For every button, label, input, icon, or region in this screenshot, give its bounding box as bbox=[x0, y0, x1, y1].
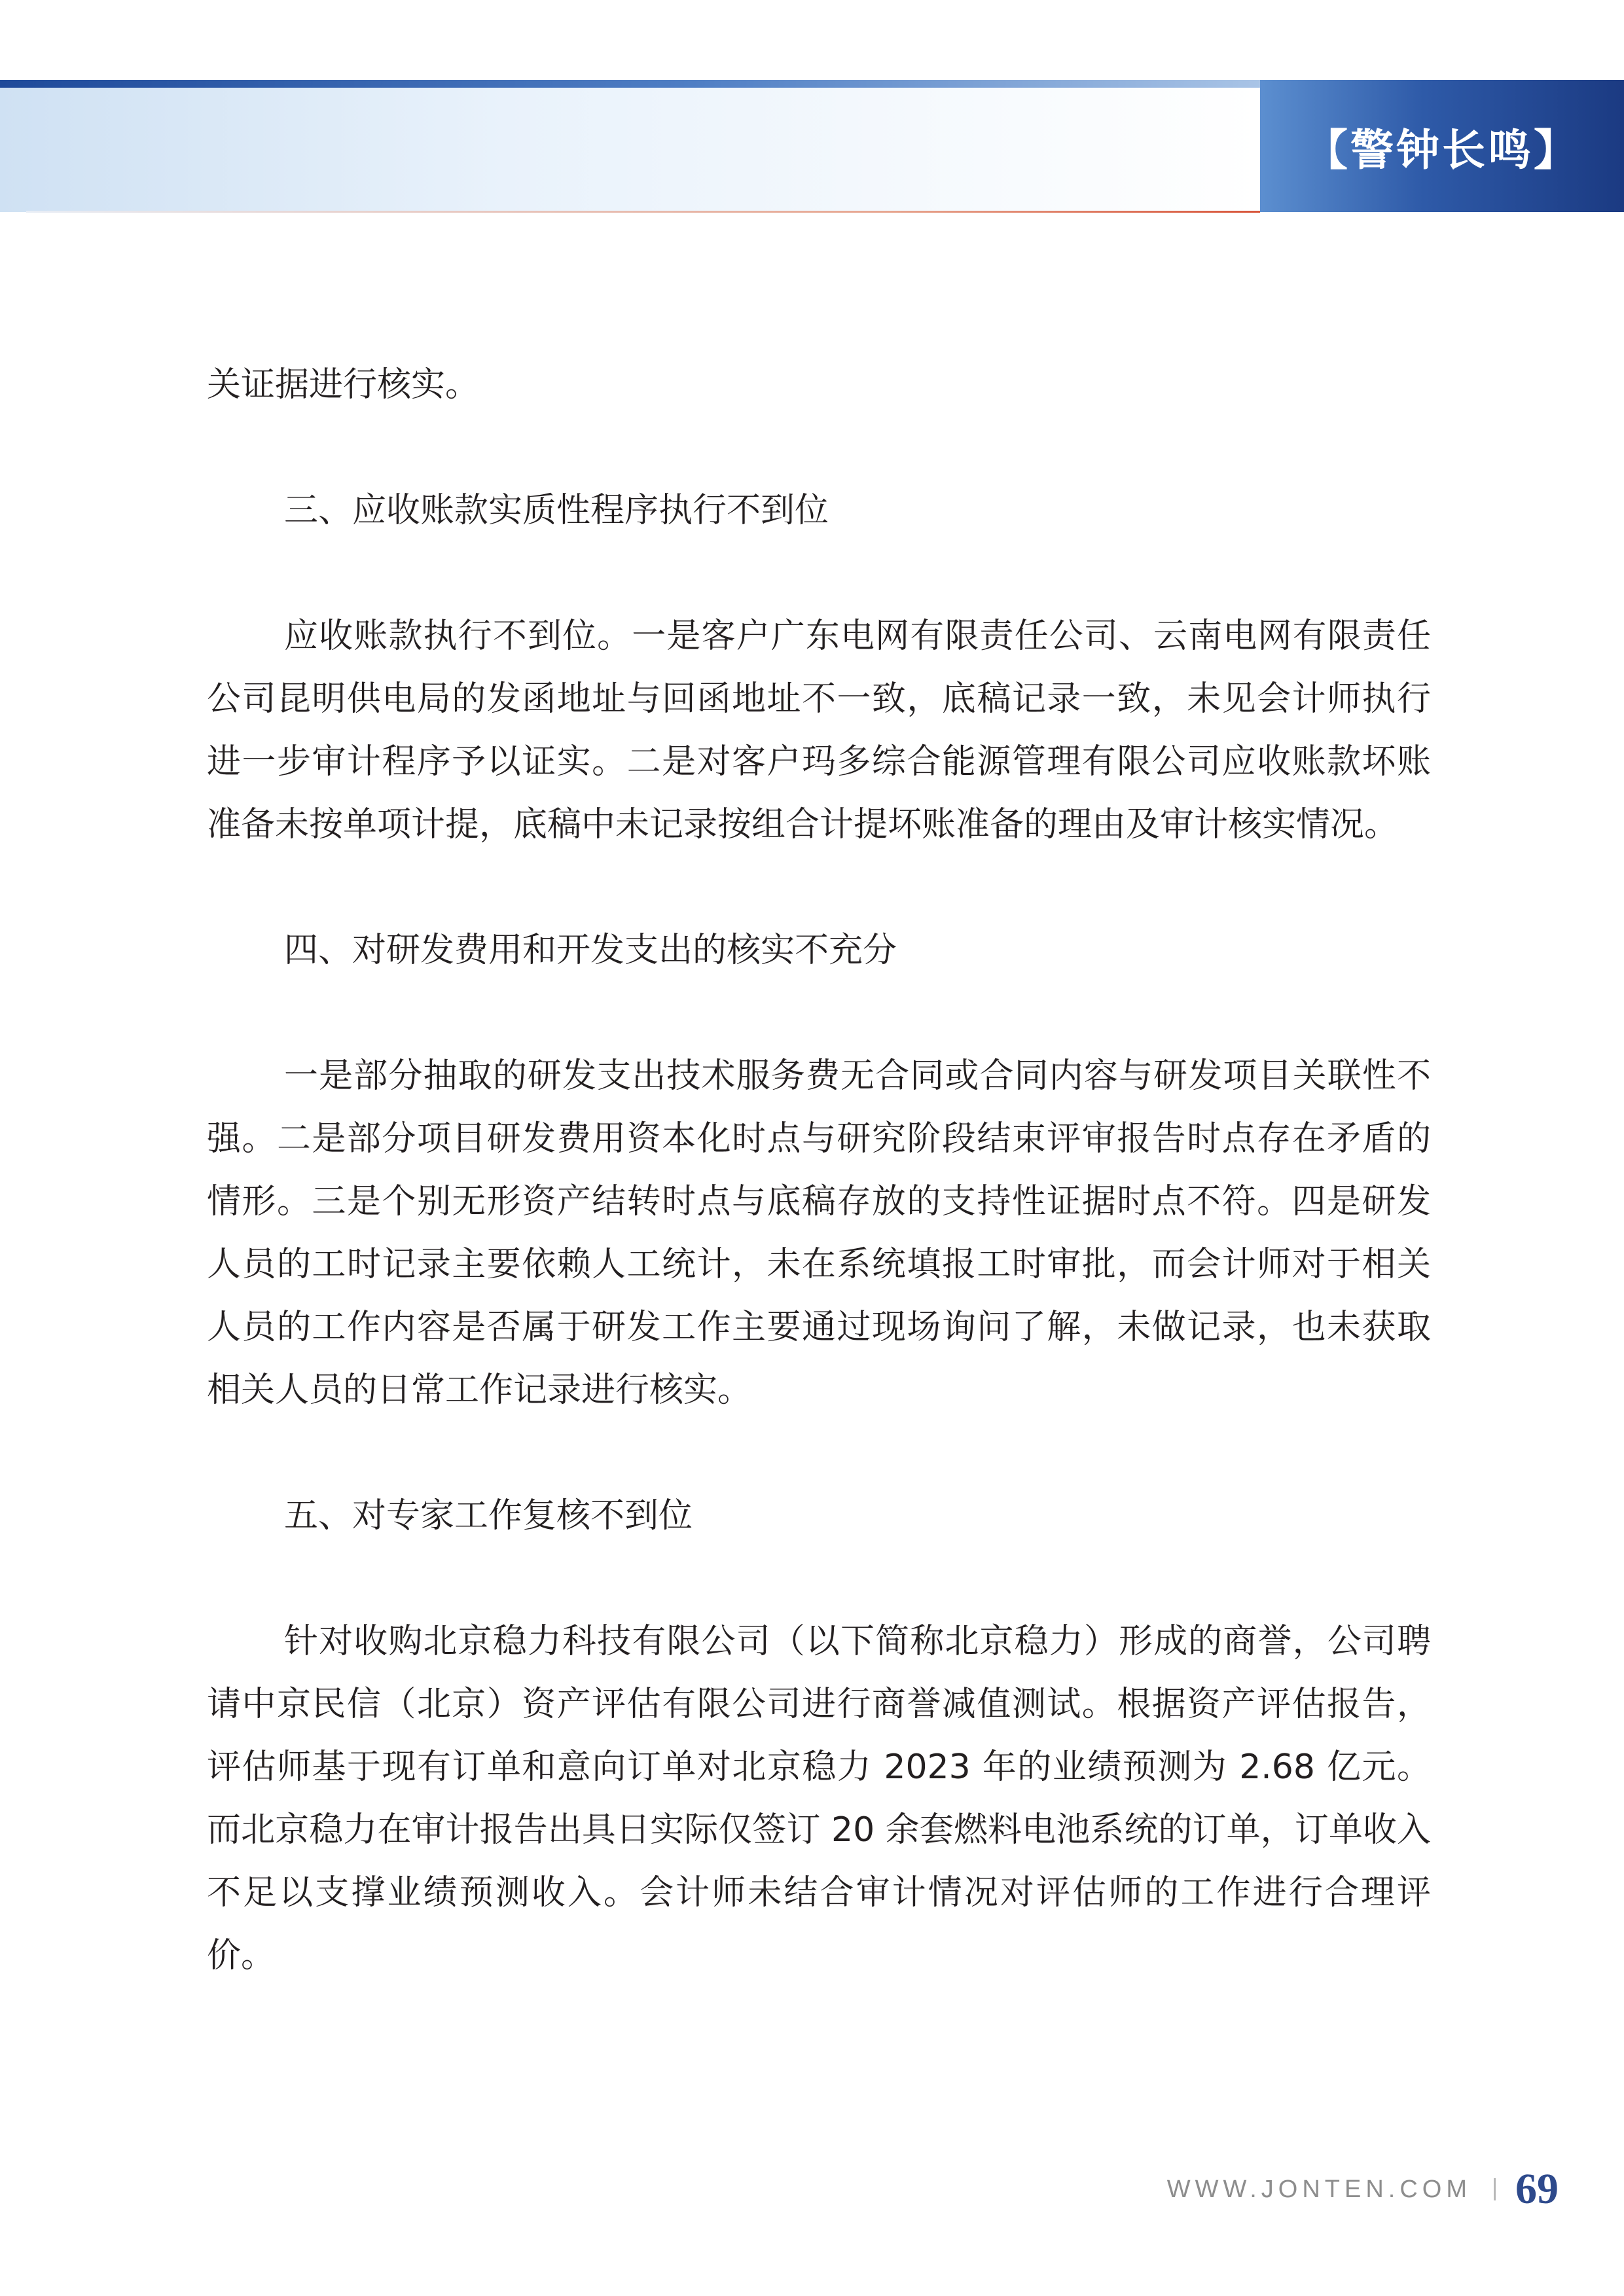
paragraph-section-4: 一是部分抽取的研发支出技术服务费无合同或合同内容与研发项目关联性不强。二是部分项目研发费用资本化时点与研究阶段结束评审报告时点存在矛盾的情形。三是个别无形资产结转时点与底稿存放的支持性证据时点不符。四是研发人员的工时记录主要依赖人工统计，未在系统填报工时审批，而会计师对于相关人员的工作内容是否属于研发工作主要通过现场询问了解，未做记录，也未获取相关人员的日常工作记录进行核实。 bbox=[207, 1056, 1431, 1410]
heading-section-4: 四、对研发费用和开发支出的核实不充分 bbox=[284, 931, 897, 970]
footer-divider bbox=[1494, 2178, 1496, 2200]
heading-section-5: 五、对专家工作复核不到位 bbox=[284, 1496, 693, 1535]
page-footer bbox=[1167, 2160, 1559, 2219]
header-underline bbox=[26, 211, 1260, 213]
heading-section-3: 三、应收账款实质性程序执行不到位 bbox=[284, 491, 829, 530]
header-top-stripe bbox=[0, 80, 1260, 88]
page-number: 69 bbox=[1515, 2165, 1559, 2213]
header-band bbox=[0, 88, 1260, 212]
article-body bbox=[207, 353, 1431, 1987]
paragraph-section-5: 针对收购北京稳力科技有限公司（以下简称北京稳力）形成的商誉，公司聘请中京民信（北京）资产评估有限公司进行商誉减值测试。根据资产评估报告，评估师基于现有订单和意向订单对北京稳力 2023 年的业绩预测为 2.68 亿元。而北京稳力在审计报告出具日实际仅签订 20 余套燃料电池系统的订单，订单收入不足以支撑业绩预测收入。会计师未结合审计情况对评估师的工作进行合理评价。 bbox=[207, 1622, 1431, 1975]
header-section-tab bbox=[1260, 80, 1624, 212]
paragraph-continuation: 关证据进行核实。 bbox=[207, 365, 480, 404]
footer-website[interactable]: WWW.JONTEN.COM bbox=[1166, 2175, 1471, 2203]
section-title: 【警钟长鸣】 bbox=[1305, 124, 1579, 175]
paragraph-section-3: 应收账款执行不到位。一是客户广东电网有限责任公司、云南电网有限责任公司昆明供电局的发函地址与回函地址不一致，底稿记录一致，未见会计师执行进一步审计程序予以证实。二是对客户玛多综合能源管理有限公司应收账款坏账准备未按单项计提，底稿中未记录按组合计提坏账准备的理由及审计核实情况。 bbox=[207, 617, 1431, 844]
